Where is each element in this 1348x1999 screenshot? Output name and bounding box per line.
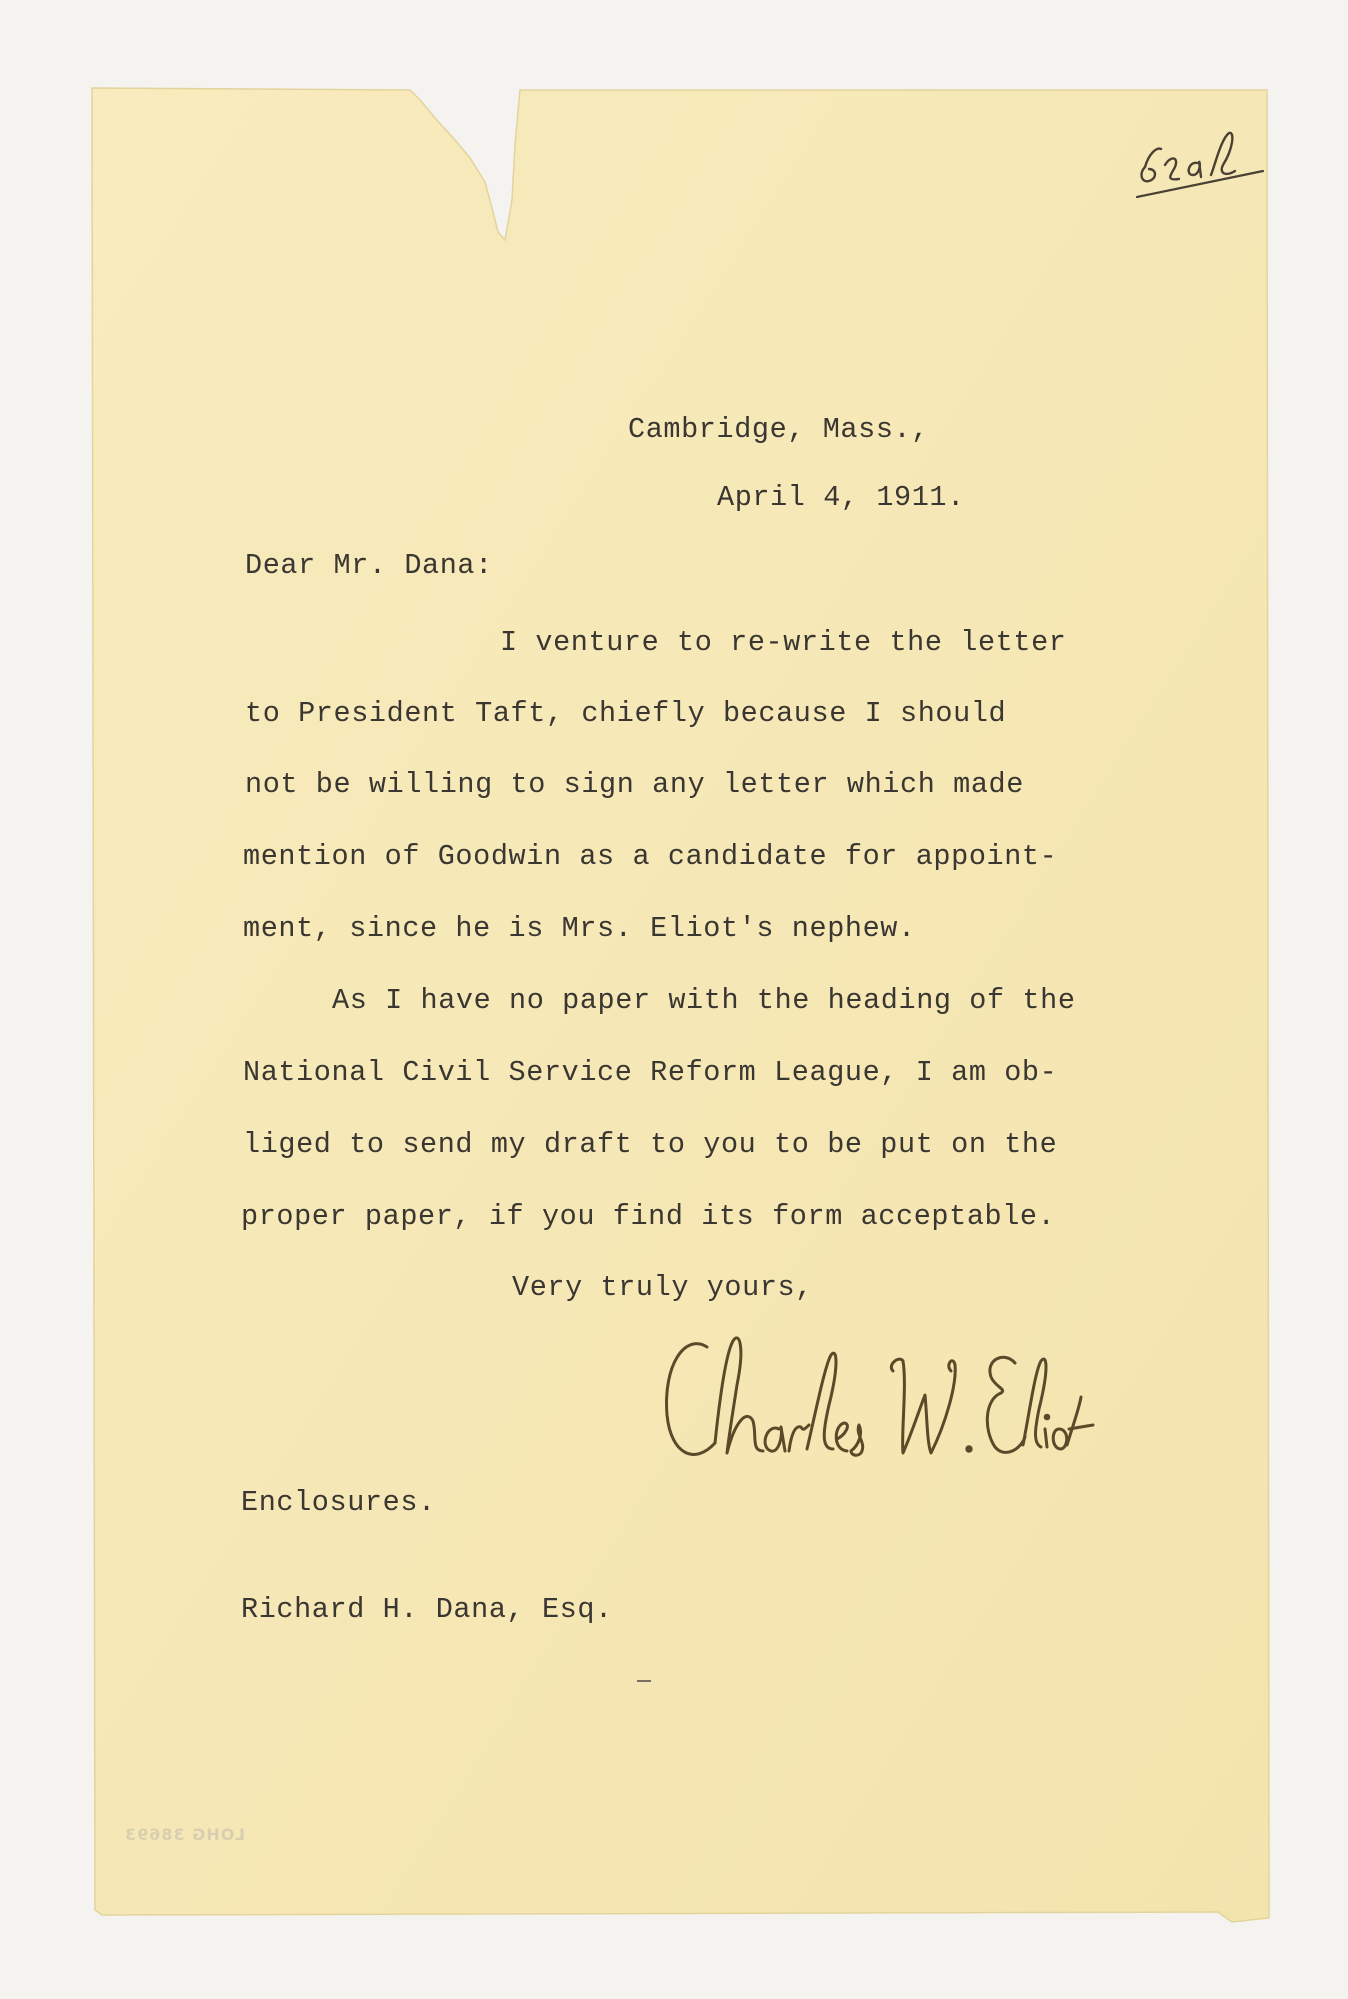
body-line: ment, since he is Mrs. Eliot's nephew. [243,912,916,945]
dash-mark [636,1678,652,1684]
body-line: mention of Goodwin as a candidate for appoint- [243,840,1058,873]
addressee: Richard H. Dana, Esq. [241,1593,613,1626]
salutation: Dear Mr. Dana: [245,549,493,582]
body-line: I venture to re-write the letter [500,626,1067,659]
archive-stamp: LOHG 38693 [124,1825,245,1844]
body-line: proper paper, if you find its form acceptable. [241,1200,1056,1233]
handwritten-annotation [1135,125,1275,215]
body-line: National Civil Service Reform League, I am ob- [243,1056,1058,1089]
body-line: liged to send my draft to you to be put on the [243,1128,1058,1161]
body-line: not be willing to sign any letter which made [245,768,1024,801]
letter-date: April 4, 1911. [717,481,965,514]
body-line: As I have no paper with the heading of the [332,984,1076,1017]
letter-place: Cambridge, Mass., [628,413,929,446]
closing: Very truly yours, [512,1271,813,1304]
enclosures: Enclosures. [241,1486,436,1519]
body-line: to President Taft, chiefly because I should [245,697,1007,730]
signature [655,1325,1095,1480]
